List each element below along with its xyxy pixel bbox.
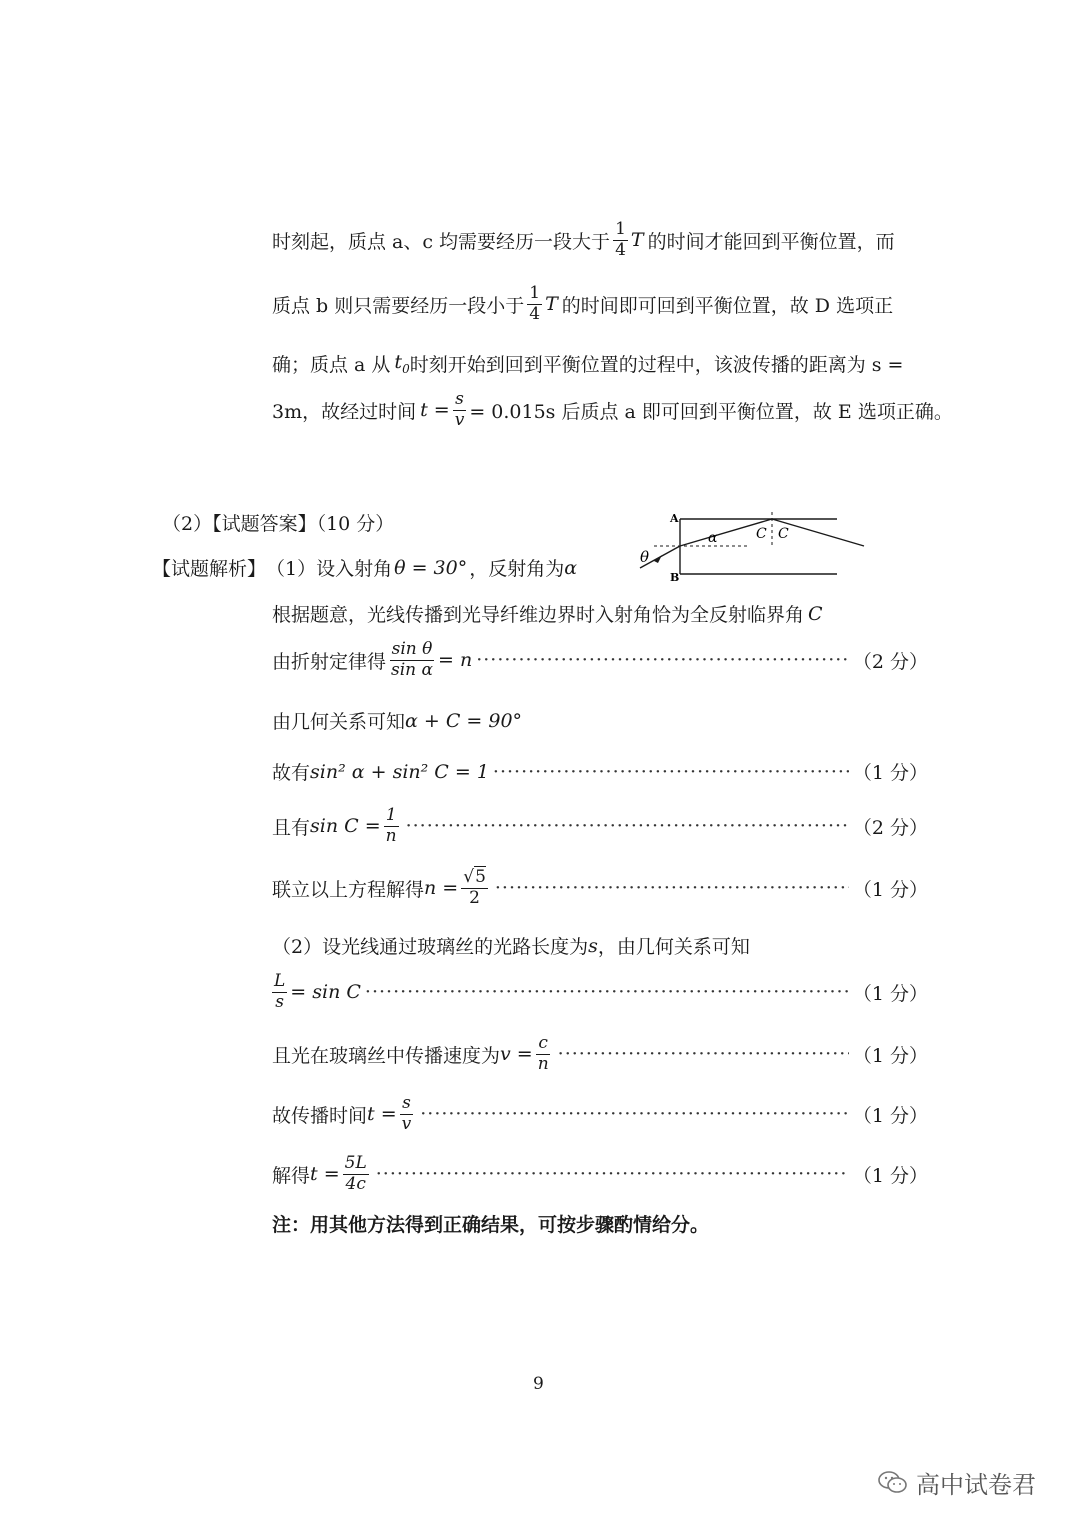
text: 且有 (272, 816, 311, 839)
fraction-L-over-s (272, 972, 287, 1012)
eq-sinC (272, 806, 928, 846)
frac-den: v (454, 409, 465, 430)
eq-refraction (272, 640, 928, 680)
lhs: sin C = (310, 815, 381, 838)
lhs: v = (500, 1043, 533, 1066)
s-symbol: s (588, 934, 598, 957)
fraction-sin (389, 640, 435, 680)
score: （1 分） (852, 1044, 928, 1067)
label-A: A (670, 512, 679, 525)
text: 确；质点 a 从 (272, 354, 391, 376)
score: （1 分） (852, 878, 928, 901)
score: （1 分） (852, 982, 928, 1005)
label-theta: θ (640, 548, 650, 566)
frac-den: 2 (469, 887, 480, 908)
frac-den: s (275, 991, 285, 1012)
frac-num: 1 (529, 283, 541, 303)
wechat-icon (878, 1470, 908, 1496)
text: 时刻起，质点 a、c 均需要经历一段大于 (272, 230, 611, 253)
period-symbol: T (545, 293, 558, 316)
eq-time (272, 1094, 928, 1134)
frac-den: 4c (345, 1173, 366, 1194)
page-number-text: 9 (533, 1374, 544, 1394)
frac-den: n (385, 825, 397, 846)
header-text: （2）【试题答案】（10 分） (162, 513, 395, 535)
analysis-line-1 (152, 554, 577, 581)
lhs: n = (424, 877, 459, 900)
frac-den: v (401, 1113, 412, 1134)
watermark-text: 高中试卷君 (916, 1471, 1036, 1499)
page-number (533, 1374, 544, 1394)
score: （1 分） (852, 762, 928, 784)
text: ，反射角为 (469, 558, 565, 580)
text: 由折射定律得 (272, 650, 387, 673)
dot-leader (406, 815, 849, 837)
fraction-c-over-n (536, 1034, 551, 1074)
score: （2 分） (852, 816, 928, 839)
frac-num: 1 (385, 805, 397, 825)
text: 质点 b 则只需要经历一段小于 (272, 294, 525, 317)
frac-num: 1 (615, 219, 626, 239)
frac-num: s (455, 389, 464, 409)
label-alpha: α (708, 530, 718, 546)
dot-leader (420, 1103, 849, 1125)
text: = 0.015s 后质点 a 即可回到平衡位置，故 E 选项正确。 (469, 400, 953, 423)
dot-leader (495, 877, 849, 899)
text: 故有 (272, 762, 311, 784)
watermark (878, 1465, 1036, 1500)
eq-geometry (272, 707, 522, 734)
frac-den: 4 (615, 239, 626, 260)
dot-leader (476, 649, 849, 671)
fraction-quarter (527, 284, 542, 324)
analysis-label: 【试题解析】 (152, 558, 267, 580)
sqrt-radicand: 5 (475, 867, 486, 887)
top-line-2 (272, 284, 893, 324)
text: ，由几何关系可知 (597, 936, 750, 958)
frac-num: L (274, 971, 286, 991)
score: （2 分） (852, 650, 928, 673)
text: 3m，故经过时间 (272, 400, 417, 423)
top-line-1 (272, 220, 895, 260)
eq-L-over-s (272, 972, 928, 1012)
label-B: B (670, 571, 680, 584)
rhs: = sin C (290, 981, 361, 1004)
answer-header (162, 509, 394, 536)
score: （1 分） (852, 1164, 928, 1187)
frac-num: 5L (344, 1153, 367, 1173)
fraction-root5-over-2 (461, 868, 488, 908)
text: 的时间即可回到平衡位置，故 D 选项正 (561, 294, 894, 317)
rhs: = n (438, 649, 473, 672)
dot-leader (493, 761, 849, 783)
text: 故传播时间 (272, 1104, 368, 1127)
expr: α + C = 90° (405, 709, 523, 732)
frac-num: c (538, 1033, 548, 1053)
score: （1 分） (852, 1104, 928, 1127)
note-text: 注：用其他方法得到正确结果，可按步骤酌情给分。 (272, 1214, 710, 1236)
top-line-3 (272, 350, 903, 377)
period-symbol: T (630, 229, 644, 252)
theta-expr: θ = 30° (394, 556, 468, 579)
frac-den: n (537, 1053, 549, 1074)
eq-result (272, 1154, 928, 1194)
eq-solve-n (272, 868, 928, 908)
fraction-5L-over-4c (343, 1154, 369, 1194)
fraction-s-over-v (400, 1094, 414, 1134)
dot-leader (558, 1043, 849, 1065)
label-C-right: C (778, 526, 789, 542)
dot-leader (376, 1163, 849, 1185)
fraction-quarter (613, 220, 628, 260)
frac-num: s (402, 1093, 411, 1113)
text: 根据题意，光线传播到光导纤维边界时入射角恰为全反射临界角 (272, 604, 805, 626)
frac-den: sin α (391, 659, 434, 680)
fraction-1-over-n (384, 806, 399, 846)
note (272, 1210, 709, 1237)
eq-sin-squared (272, 758, 928, 785)
t0-symbol (394, 351, 409, 376)
frac-den: 4 (529, 303, 541, 324)
t-eq: t = (420, 399, 450, 422)
C-symbol: C (808, 602, 823, 625)
eq-velocity (272, 1034, 928, 1074)
lhs: t = (367, 1103, 397, 1126)
lhs: t = (310, 1163, 340, 1186)
subscript: 0 (402, 361, 410, 376)
critical-angle-line (272, 600, 823, 627)
expr: sin² α + sin² C = 1 (310, 760, 489, 783)
text: 解得 (272, 1164, 311, 1187)
label-C-left: C (756, 526, 767, 542)
t-symbol: t (394, 351, 403, 374)
alpha-symbol: α (564, 556, 578, 579)
frac-num: √5 (463, 867, 486, 887)
optical-fiber-diagram (632, 506, 872, 586)
fraction-s-over-v (453, 390, 467, 430)
text: （1）设入射角 (266, 558, 393, 580)
top-line-4 (272, 390, 953, 430)
text: 由几何关系可知 (272, 711, 406, 733)
text: （2）设光线通过玻璃丝的光路长度为 (272, 936, 589, 958)
text: 且光在玻璃丝中传播速度为 (272, 1044, 501, 1067)
text: 的时间才能回到平衡位置，而 (647, 230, 895, 253)
text: 联立以上方程解得 (272, 878, 425, 901)
text: 时刻开始到回到平衡位置的过程中，该波传播的距离为 s = (409, 354, 904, 376)
dot-leader (365, 981, 849, 1003)
frac-num: sin θ (391, 639, 433, 659)
subpart-2 (272, 932, 750, 959)
